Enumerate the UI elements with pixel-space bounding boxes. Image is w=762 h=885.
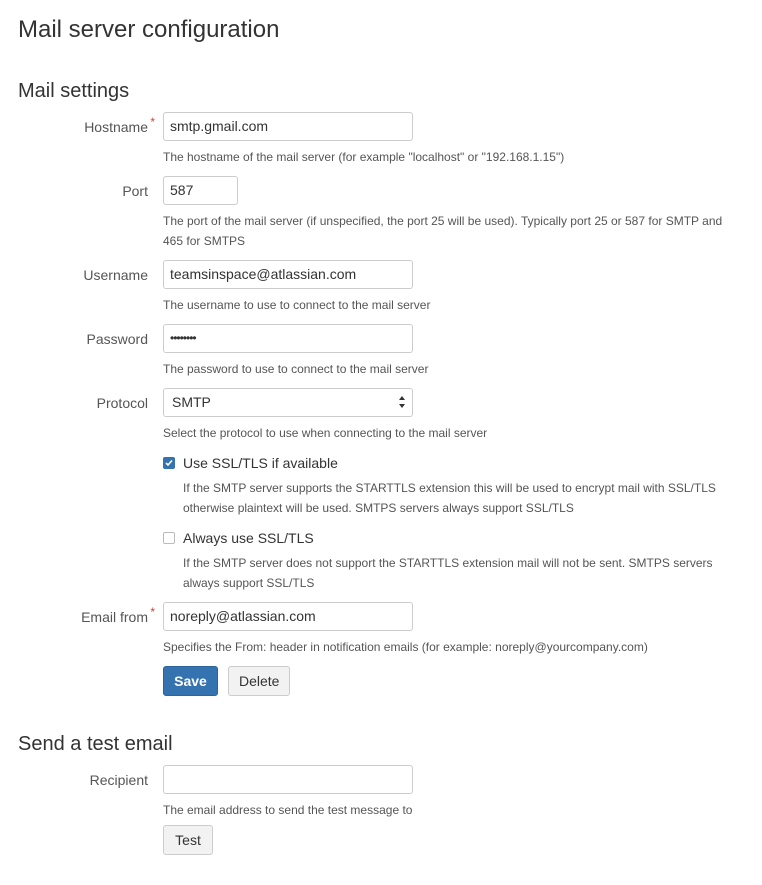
test-button[interactable]: Test xyxy=(163,825,213,855)
use-ssl-help: If the SMTP server supports the STARTTLS extension this will be used to encrypt mail with SSL/TLS otherwise plaintext will be used. SMTPS servers always support SSL/TLS xyxy=(183,481,716,515)
always-ssl-checkbox[interactable] xyxy=(163,532,175,544)
recipient-help: The email address to send the test message to xyxy=(163,803,413,817)
password-input[interactable]: •••••••• xyxy=(163,324,413,353)
save-button[interactable]: Save xyxy=(163,666,218,696)
hostname-label xyxy=(84,115,155,135)
delete-button[interactable]: Delete xyxy=(228,666,290,696)
always-ssl-help: If the SMTP server does not support the STARTTLS extension mail will not be sent. SMTPS servers always support SSL/TLS xyxy=(183,556,713,590)
hostname-label-text: Hostname xyxy=(84,119,148,135)
email-from-label-text: Email from xyxy=(81,609,148,625)
required-marker: * xyxy=(150,605,155,619)
recipient-label: Recipient xyxy=(89,772,148,788)
protocol-selected-value: SMTP xyxy=(172,394,211,410)
protocol-help: Select the protocol to use when connecting to the mail server xyxy=(163,426,488,440)
username-help: The username to use to connect to the mail server xyxy=(163,298,431,312)
use-ssl-label[interactable]: Use SSL/TLS if available xyxy=(183,455,338,471)
username-input[interactable]: teamsinspace@atlassian.com xyxy=(163,260,413,289)
select-arrows-icon xyxy=(398,394,406,410)
test-email-heading: Send a test email xyxy=(18,733,173,755)
page-title: Mail server configuration xyxy=(18,16,280,43)
username-label: Username xyxy=(83,267,148,283)
mail-settings-heading: Mail settings xyxy=(18,80,130,102)
port-input[interactable]: 587 xyxy=(163,176,238,205)
recipient-input[interactable] xyxy=(163,765,413,794)
use-ssl-checkbox[interactable] xyxy=(163,457,175,469)
required-marker: * xyxy=(150,115,155,129)
always-ssl-label[interactable]: Always use SSL/TLS xyxy=(183,530,314,546)
check-icon xyxy=(165,459,173,467)
port-help: The port of the mail server (if unspecified, the port 25 will be used). Typically port 25 or 587 for SMTP and 465 for SMTPS xyxy=(163,214,723,248)
hostname-input[interactable]: smtp.gmail.com xyxy=(163,112,413,141)
password-help: The password to use to connect to the mail server xyxy=(163,362,429,376)
password-label: Password xyxy=(86,331,148,347)
protocol-label: Protocol xyxy=(96,395,148,411)
hostname-help: The hostname of the mail server (for example "localhost" or "192.168.1.15") xyxy=(163,150,565,164)
port-label: Port xyxy=(122,183,148,199)
email-from-help: Specifies the From: header in notification emails (for example: noreply@yourcompany.com) xyxy=(163,640,648,654)
protocol-select[interactable] xyxy=(163,388,413,417)
email-from-label xyxy=(81,605,155,625)
email-from-input[interactable]: noreply@atlassian.com xyxy=(163,602,413,631)
